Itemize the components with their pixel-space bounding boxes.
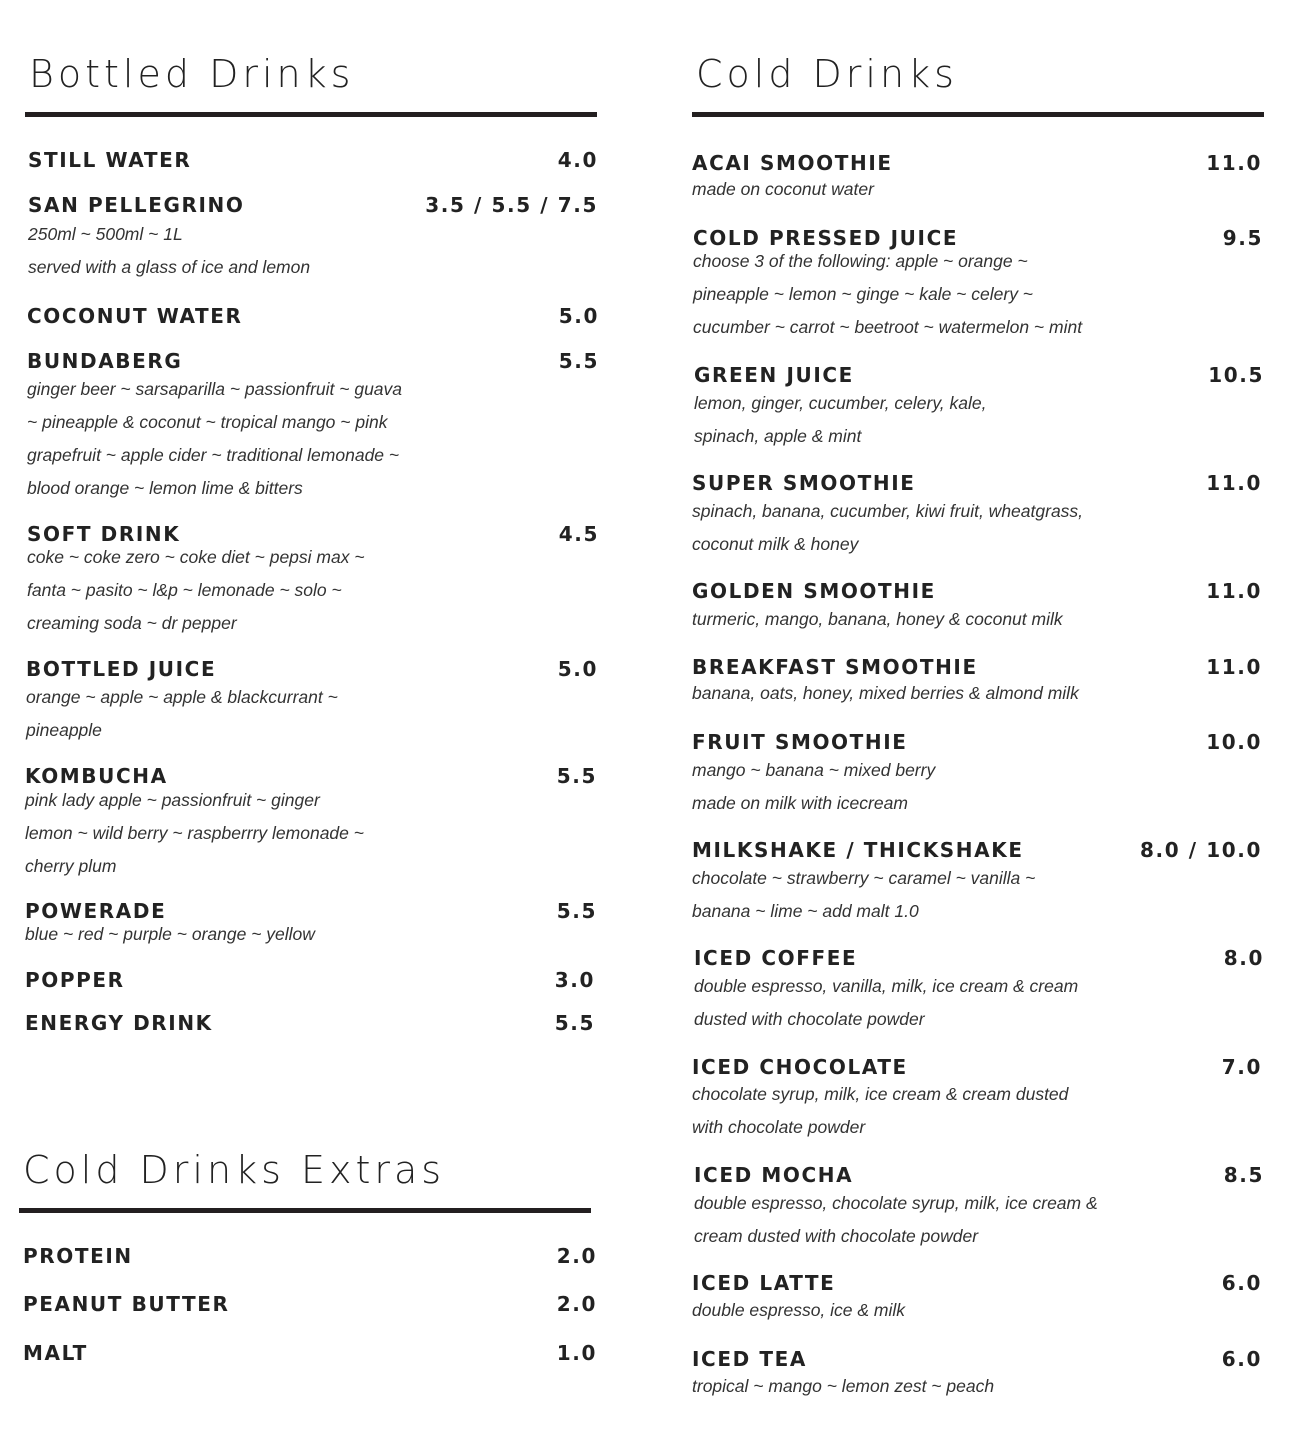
item-description: pink lady apple ~ passionfruit ~ ginger lemon ~ wild berry ~ raspberrry lemonade ~ cherry plum: [25, 790, 364, 876]
item-name: ACAI SMOOTHIE: [692, 151, 893, 175]
item-price: 11.0: [1206, 151, 1262, 175]
item-name: POWERADE: [25, 899, 167, 923]
item-price: 2.0: [556, 1292, 597, 1316]
item-description: double espresso, ice & milk: [692, 1300, 906, 1320]
item-name: MALT: [23, 1341, 88, 1365]
item-name: BREAKFAST SMOOTHIE: [692, 655, 978, 679]
item-name: ICED MOCHA: [694, 1163, 854, 1187]
section-title: Cold Drinks: [696, 52, 958, 96]
item-name: GREEN JUICE: [694, 363, 854, 387]
section-title: Cold Drinks Extras: [23, 1148, 446, 1192]
item-description: chocolate ~ strawberry ~ caramel ~ vanilla ~ banana ~ lime ~ add malt 1.0: [692, 868, 1036, 921]
item-description: blue ~ red ~ purple ~ orange ~ yellow: [25, 924, 315, 944]
section-divider: [692, 112, 1264, 117]
item-name: STILL WATER: [28, 148, 192, 172]
item-name: KOMBUCHA: [25, 764, 168, 788]
item-description: tropical ~ mango ~ lemon zest ~ peach: [692, 1376, 995, 1396]
item-name: BUNDABERG: [27, 349, 183, 373]
item-name: ICED COFFEE: [694, 946, 858, 970]
item-price: 5.0: [558, 304, 599, 328]
item-description: spinach, banana, cucumber, kiwi fruit, wheatgrass, coconut milk & honey: [692, 501, 1084, 554]
item-description: choose 3 of the following: apple ~ orange ~ pineapple ~ lemon ~ ginge ~ kale ~ celery ~ cucumber ~ carrot ~ beetroot ~ watermelon ~ mint: [693, 251, 1083, 337]
item-price: 8.0 / 10.0: [1139, 838, 1262, 862]
item-description: chocolate syrup, milk, ice cream & cream dusted with chocolate powder: [692, 1084, 1069, 1137]
item-description: double espresso, vanilla, milk, ice cream & cream dusted with chocolate powder: [694, 976, 1079, 1029]
item-name: BOTTLED JUICE: [26, 657, 217, 681]
item-price: 6.0: [1221, 1347, 1262, 1371]
item-price: 7.0: [1221, 1055, 1262, 1079]
item-name: GOLDEN SMOOTHIE: [692, 579, 936, 603]
item-price: 11.0: [1206, 579, 1262, 603]
item-price: 5.0: [557, 657, 598, 681]
item-name: ICED TEA: [692, 1347, 807, 1371]
item-price: 6.0: [1221, 1271, 1262, 1295]
bottled-drinks-section: [25, 52, 597, 1052]
item-description: turmeric, mango, banana, honey & coconut milk: [692, 609, 1063, 629]
item-price: 4.0: [557, 148, 598, 172]
item-name: POPPER: [25, 968, 125, 992]
item-price: 3.5 / 5.5 / 7.5: [425, 193, 598, 217]
item-price: 10.5: [1208, 363, 1264, 387]
item-price: 5.5: [554, 1011, 595, 1035]
item-description: 250ml ~ 500ml ~ 1L served with a glass of ice and lemon: [28, 224, 311, 277]
item-description: double espresso, chocolate syrup, milk, ice cream & cream dusted with chocolate powder: [694, 1193, 1098, 1246]
item-price: 11.0: [1206, 655, 1262, 679]
item-price: 2.0: [556, 1244, 597, 1268]
item-name: SOFT DRINK: [27, 522, 181, 546]
cold-drinks-section: [692, 52, 1264, 1412]
item-price: 9.5: [1222, 226, 1263, 250]
item-description: banana, oats, honey, mixed berries & almond milk: [692, 683, 1079, 703]
item-name: FRUIT SMOOTHIE: [692, 730, 908, 754]
item-name: COCONUT WATER: [27, 304, 243, 328]
item-description: coke ~ coke zero ~ coke diet ~ pepsi max ~ fanta ~ pasito ~ l&p ~ lemonade ~ solo ~ creaming soda ~ dr pepper: [27, 547, 365, 633]
item-price: 5.5: [556, 764, 597, 788]
item-name: SUPER SMOOTHIE: [692, 471, 916, 495]
item-description: mango ~ banana ~ mixed berry made on milk with icecream: [692, 760, 936, 813]
item-price: 3.0: [554, 968, 595, 992]
item-price: 8.5: [1223, 1163, 1264, 1187]
item-name: PROTEIN: [23, 1244, 133, 1268]
item-price: 5.5: [558, 349, 599, 373]
item-description: orange ~ apple ~ apple & blackcurrant ~ pineapple: [26, 687, 338, 740]
item-name: ENERGY DRINK: [25, 1011, 213, 1035]
item-name: SAN PELLEGRINO: [28, 193, 245, 217]
section-divider: [19, 1208, 591, 1213]
item-description: made on coconut water: [692, 179, 874, 199]
item-name: MILKSHAKE / THICKSHAKE: [692, 838, 1024, 862]
item-description: lemon, ginger, cucumber, celery, kale, spinach, apple & mint: [694, 393, 987, 446]
item-price: 1.0: [556, 1341, 597, 1365]
item-description: ginger beer ~ sarsaparilla ~ passionfruit ~ guava ~ pineapple & coconut ~ tropical mango ~ pink grapefruit ~ apple cider ~ traditional lemonade ~ blood orange ~ lemon lime & bitters: [27, 379, 403, 498]
item-price: 10.0: [1206, 730, 1262, 754]
cold-drinks-extras-section: [19, 1148, 597, 1378]
item-name: ICED LATTE: [692, 1271, 836, 1295]
item-price: 8.0: [1223, 946, 1264, 970]
item-price: 5.5: [556, 899, 597, 923]
item-name: PEANUT BUTTER: [23, 1292, 230, 1316]
item-price: 4.5: [558, 522, 599, 546]
item-name: COLD PRESSED JUICE: [693, 226, 959, 250]
section-divider: [25, 112, 597, 117]
item-name: ICED CHOCOLATE: [692, 1055, 908, 1079]
item-price: 11.0: [1206, 471, 1262, 495]
section-title: Bottled Drinks: [29, 52, 355, 96]
